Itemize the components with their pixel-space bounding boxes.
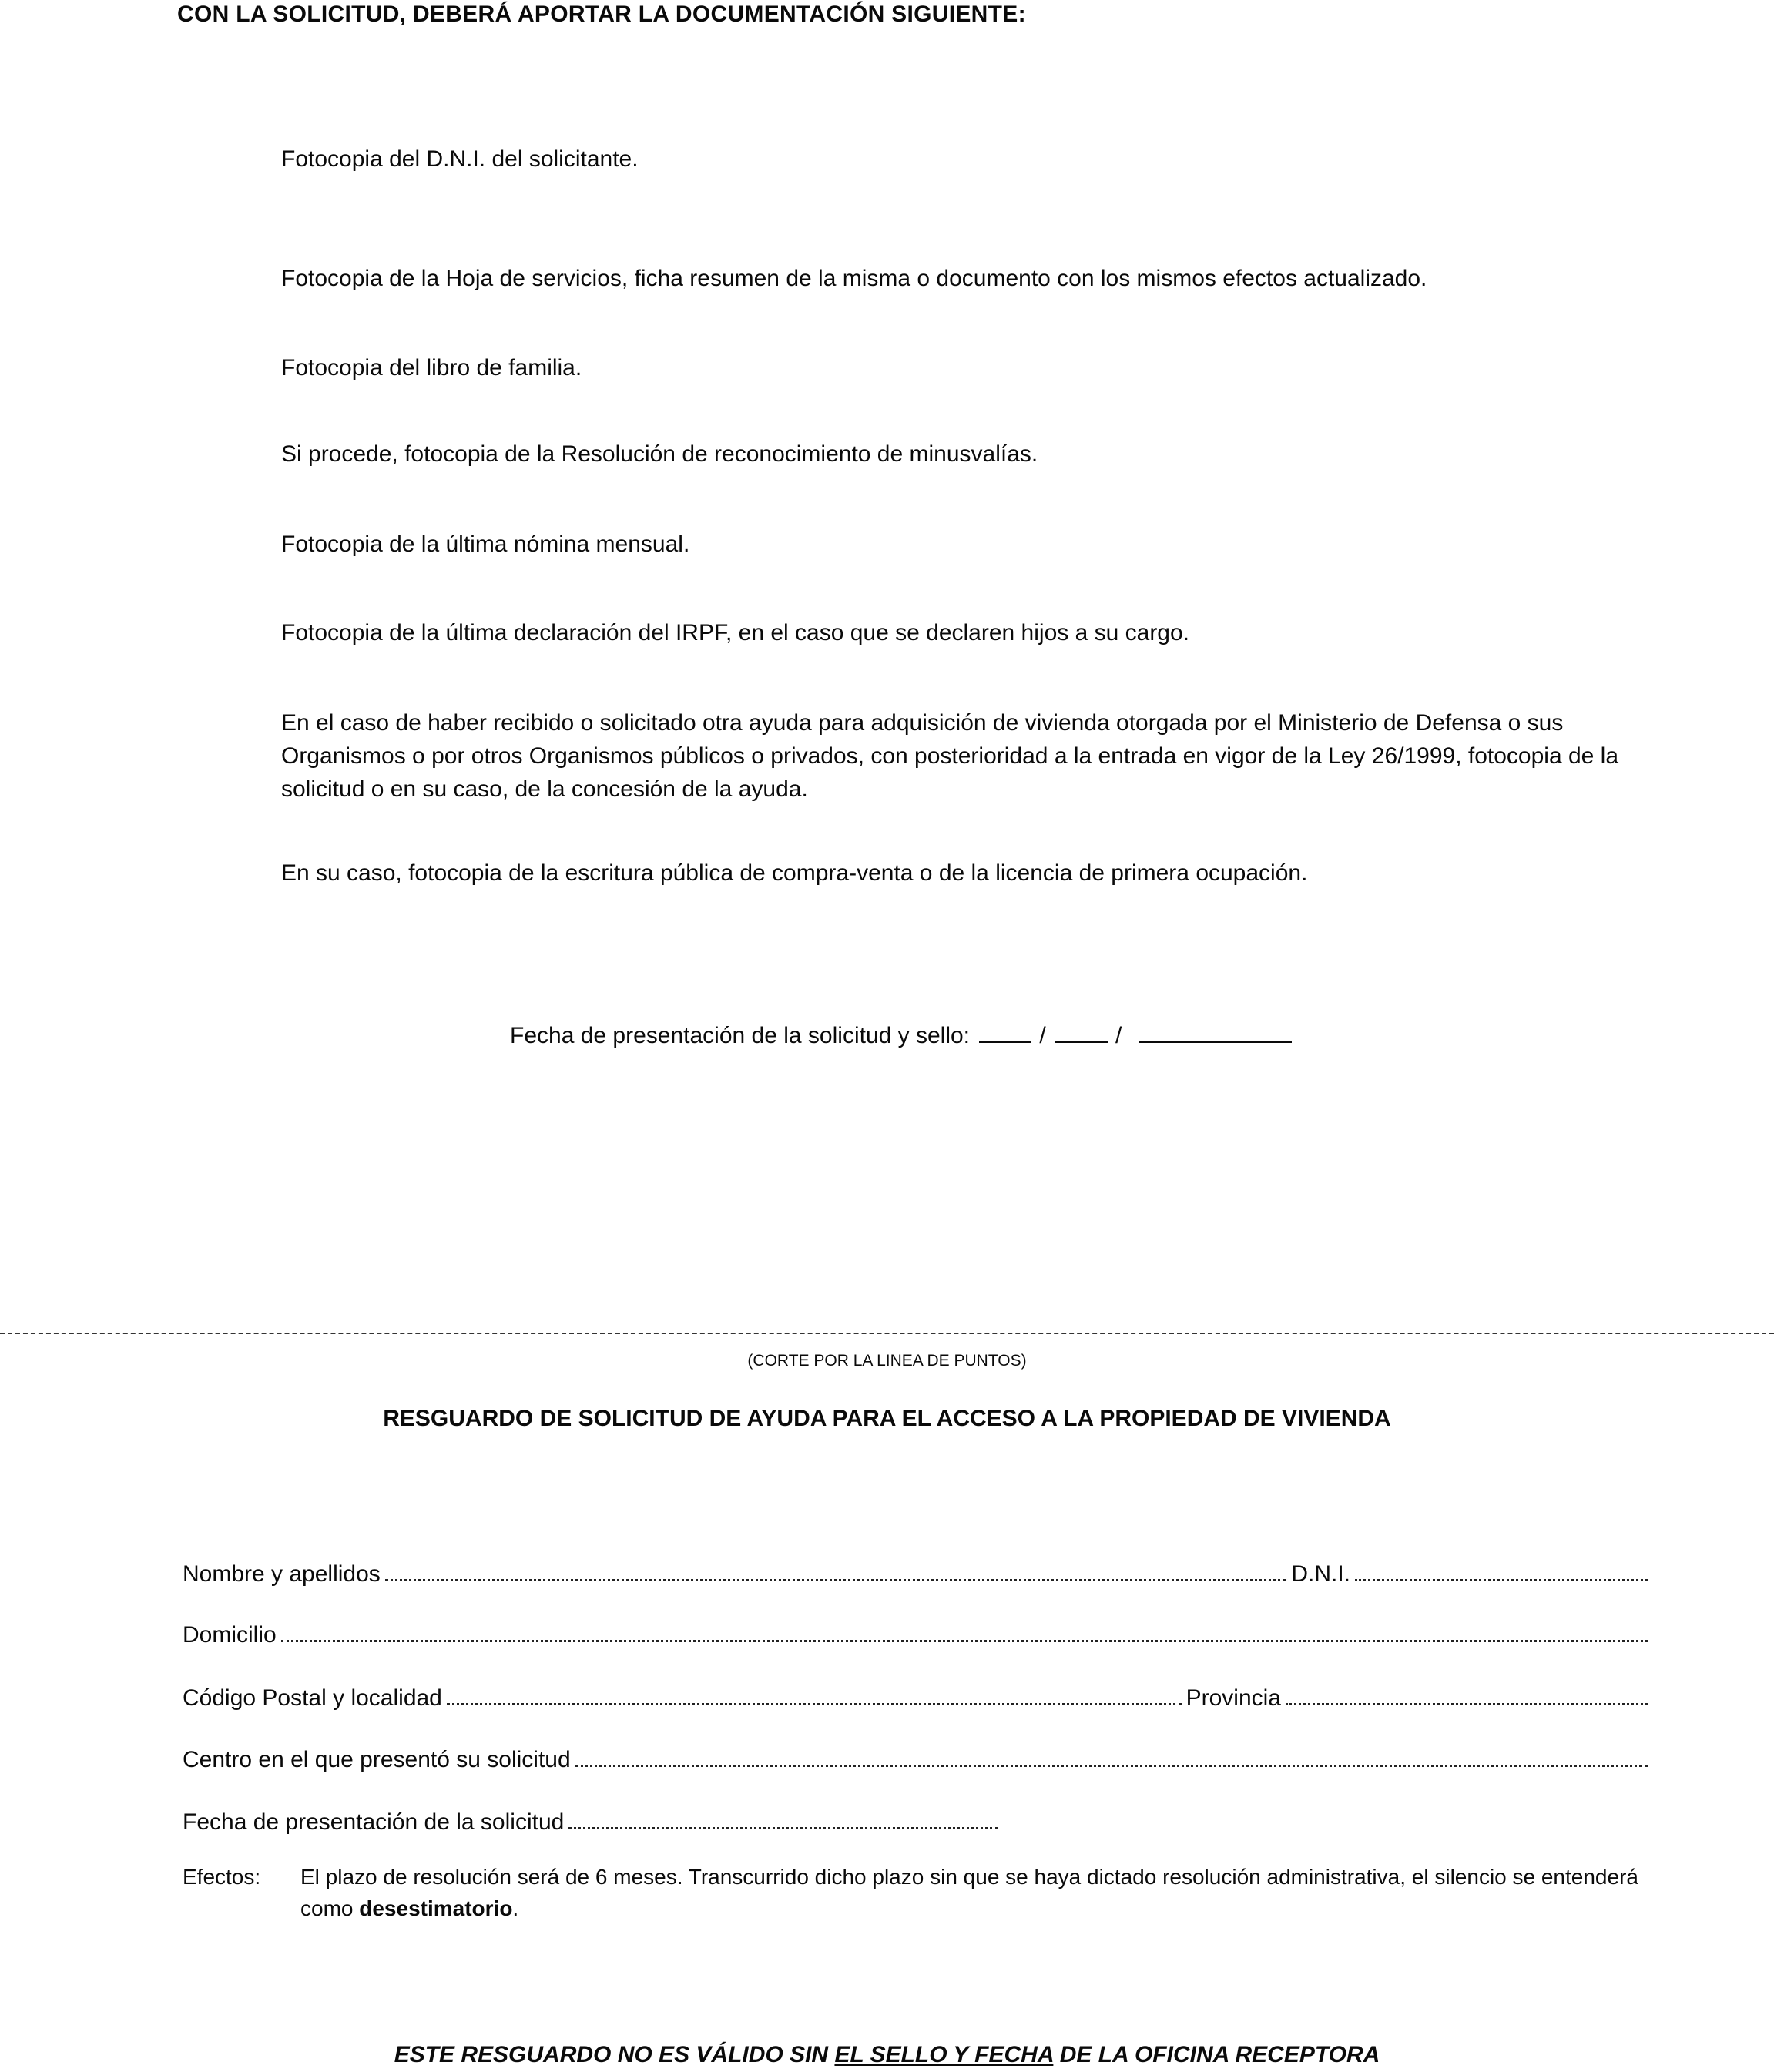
- efectos-end: .: [512, 1896, 519, 1920]
- efectos-desestimatorio: desestimatorio: [359, 1896, 513, 1920]
- field-blank-centro[interactable]: [575, 1764, 1648, 1767]
- field-blank-fecha[interactable]: [568, 1826, 998, 1829]
- date-separator: /: [1039, 1023, 1046, 1048]
- field-label-fecha: Fecha de presentación de la solicitud: [183, 1809, 565, 1835]
- field-row-domicilio: [183, 1618, 1652, 1648]
- document-item-dni: Fotocopia del D.N.I. del solicitante.: [281, 146, 639, 172]
- field-blank-dni[interactable]: [1355, 1578, 1648, 1581]
- field-row-codigo-postal-provincia: [183, 1681, 1652, 1712]
- document-item-otras-ayudas: En el caso de haber recibido o solicitado otra ayuda para adquisición de vivienda otorgada por el Ministerio de Defensa o sus Organismos o por otros Organismos públicos o privados, con posterioridad a la entrada en vigor de la Ley 26/1999, fotocopia de la solicitud o en su caso, de la concesión de la ayuda.: [281, 710, 1619, 802]
- field-row-nombre-dni: [183, 1557, 1652, 1588]
- fecha-month-blank[interactable]: [1055, 1019, 1108, 1043]
- field-label-centro: Centro en el que presentó su solicitud: [183, 1747, 571, 1772]
- documentation-heading: CON LA SOLICITUD, DEBERÁ APORTAR LA DOCUMENTACIÓN SIGUIENTE:: [177, 2, 1026, 27]
- document-item-escritura: En su caso, fotocopia de la escritura pública de compra-venta o de la licencia de primera ocupación.: [281, 860, 1308, 886]
- efectos-label: Efectos:: [183, 1865, 261, 1889]
- footer-part2: DE LA OFICINA RECEPTORA: [1053, 2042, 1380, 2067]
- field-label-codigo-postal: Código Postal y localidad: [183, 1685, 442, 1711]
- field-row-fecha: [183, 1805, 1003, 1836]
- receipt-title: RESGUARDO DE SOLICITUD DE AYUDA PARA EL ACCESO A LA PROPIEDAD DE VIVIENDA: [383, 1406, 1391, 1431]
- document-item-minusvalias: Si procede, fotocopia de la Resolución de reconocimiento de minusvalías.: [281, 441, 1038, 467]
- footer-validity-note: [0, 2042, 1774, 2068]
- field-label-domicilio: Domicilio: [183, 1622, 277, 1648]
- cut-line: [0, 1333, 1774, 1334]
- document-item-libro-familia: Fotocopia del libro de familia.: [281, 355, 582, 381]
- efectos-note: [183, 1861, 1662, 1924]
- field-label-nombre: Nombre y apellidos: [183, 1561, 381, 1587]
- cut-note: (CORTE POR LA LINEA DE PUNTOS): [747, 1352, 1027, 1370]
- fecha-sello-label: Fecha de presentación de la solicitud y sello:: [510, 1023, 971, 1048]
- efectos-text: El plazo de resolución será de 6 meses. Transcurrido dicho plazo sin que se haya dictado resolución administrativa, el silencio se entenderá como: [300, 1865, 1638, 1920]
- fecha-year-blank[interactable]: [1139, 1019, 1292, 1043]
- field-row-centro: [183, 1742, 1652, 1773]
- footer-underlined: EL SELLO Y FECHA: [834, 2042, 1054, 2067]
- document-item-hoja-servicios: Fotocopia de la Hoja de servicios, ficha resumen de la misma o documento con los mismos efectos actualizado.: [281, 266, 1427, 291]
- field-blank-provincia[interactable]: [1286, 1702, 1648, 1705]
- date-separator: /: [1115, 1023, 1122, 1048]
- field-blank-domicilio[interactable]: [281, 1639, 1648, 1642]
- document-item-irpf: Fotocopia de la última declaración del IRPF, en el caso que se declaren hijos a su cargo.: [281, 620, 1190, 645]
- efectos-text-block: [300, 1861, 1662, 1924]
- field-blank-nombre[interactable]: [385, 1578, 1287, 1581]
- field-blank-codigo-postal[interactable]: [447, 1702, 1182, 1705]
- fecha-sello-line: [510, 1019, 1292, 1049]
- field-label-dni: D.N.I.: [1291, 1561, 1350, 1587]
- footer-part1: ESTE RESGUARDO NO ES VÁLIDO SIN: [394, 2042, 835, 2067]
- document-item-nomina: Fotocopia de la última nómina mensual.: [281, 531, 690, 557]
- fecha-day-blank[interactable]: [979, 1019, 1031, 1043]
- field-label-provincia: Provincia: [1185, 1685, 1281, 1711]
